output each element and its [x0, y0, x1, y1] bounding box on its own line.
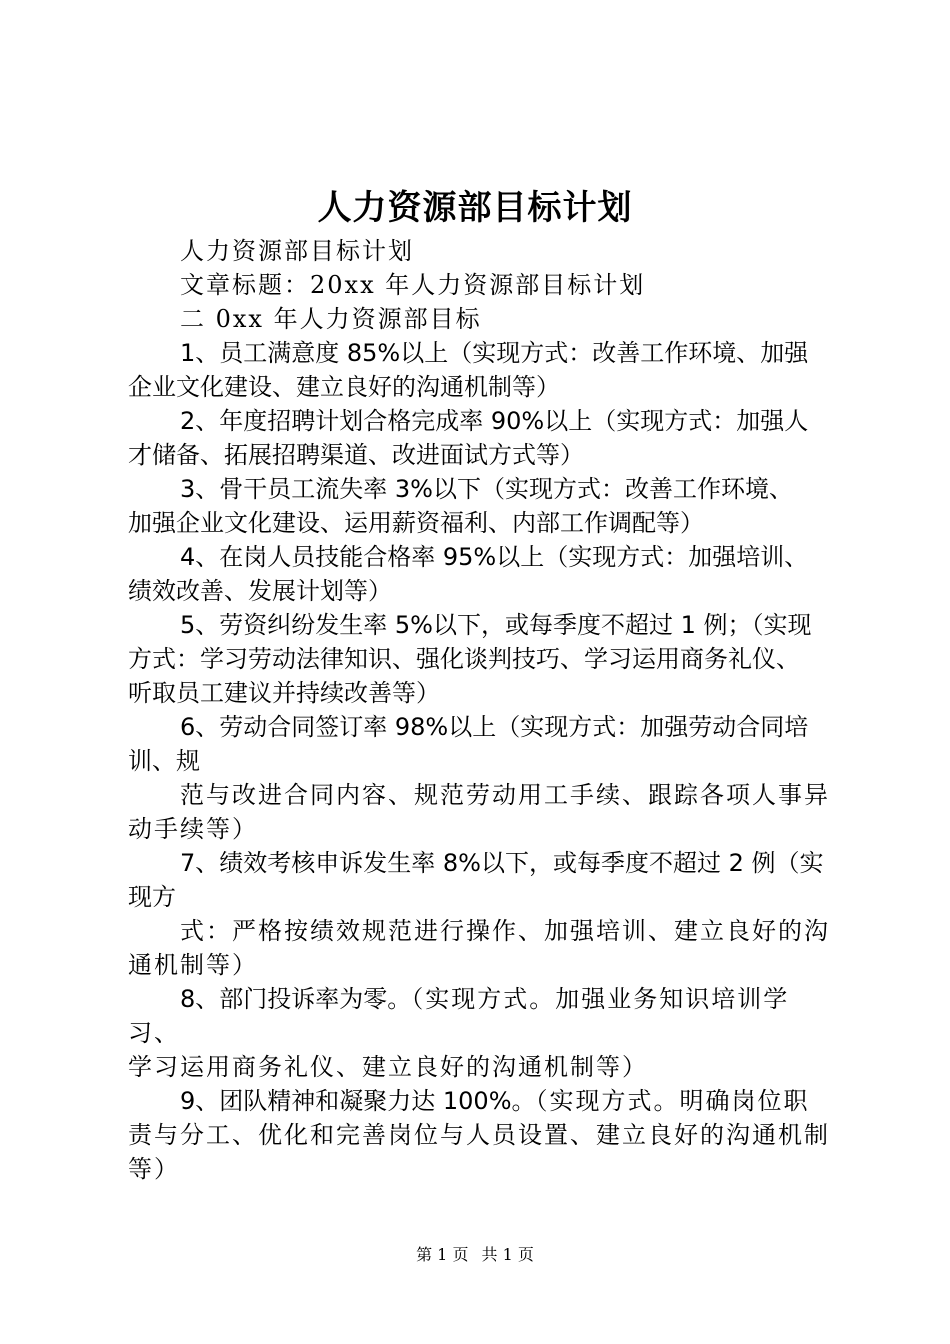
goal-item-3-line: 3、骨干员工流失率 3%以下（实现方式：改善工作环境、	[180, 475, 793, 503]
intro-line: 人力资源部目标计划	[180, 237, 414, 265]
goal-item-5-line: 听取员工建议并持续改善等）	[128, 679, 440, 707]
goal-item-5-line: 5、劳资纠纷发生率 5%以下，或每季度不超过 1 例；（实现	[180, 611, 812, 639]
goal-item-3-line: 加强企业文化建设、运用薪资福利、内部工作调配等）	[128, 509, 704, 537]
intro-line: 文章标题：20xx 年人力资源部目标计划	[180, 271, 646, 299]
page-number: 第 1 页	[416, 1245, 469, 1264]
goal-item-4-line: 4、在岗人员技能合格率 95%以上（实现方式：加强培训、	[180, 543, 809, 571]
goal-item-7-line: 式：严格按绩效规范进行操作、加强培训、建立良好的沟	[180, 917, 830, 945]
goal-item-7-line: 7、绩效考核申诉发生率 8%以下，或每季度不超过 2 例（实	[180, 849, 824, 877]
document-body	[128, 234, 834, 1186]
goal-item-9-line: 等）	[128, 1155, 180, 1183]
goal-item-9-line: 责与分工、优化和完善岗位与人员设置、建立良好的沟通机制	[128, 1121, 830, 1149]
goal-item-2-line: 2、年度招聘计划合格完成率 90%以上（实现方式：加强人	[180, 407, 809, 435]
goal-item-8-heading: 8、部门投诉率为零。	[180, 985, 412, 1013]
page-total: 共 1 页	[481, 1245, 534, 1264]
goal-item-7-line: 通机制等）	[128, 951, 258, 979]
goal-item-8-line: 学习运用商务礼仪、建立良好的沟通机制等）	[128, 1053, 648, 1081]
goal-item-8-line	[128, 982, 834, 1050]
goal-item-1-line: 1、员工满意度 85%以上（实现方式：改善工作环境、加强	[180, 339, 809, 367]
goal-item-6-line: 训、规	[128, 747, 200, 775]
goal-item-9-heading: 9、团队精神和凝聚力达 100%。	[180, 1087, 536, 1115]
goal-item-7-line: 现方	[128, 883, 176, 911]
goal-item-4-line: 绩效改善、发展计划等）	[128, 577, 392, 605]
goal-item-8-method: （实现方式。加强业务知识培训学习、	[128, 985, 790, 1047]
goal-item-6-line: 范与改进合同内容、规范劳动用工手续、跟踪各项人事异	[180, 781, 830, 809]
goal-item-9-line	[128, 1084, 834, 1118]
intro-line: 二 0xx 年人力资源部目标	[180, 305, 482, 333]
document-title: 人力资源部目标计划	[317, 188, 633, 228]
goal-item-5-line: 方式：学习劳动法律知识、强化谈判技巧、学习运用商务礼仪、	[128, 645, 800, 673]
goal-item-6-line: 动手续等）	[128, 815, 258, 843]
goal-item-1-line: 企业文化建设、建立良好的沟通机制等）	[128, 373, 560, 401]
page-footer	[0, 1243, 950, 1267]
goal-item-6-line: 6、劳动合同签订率 98%以上（实现方式：加强劳动合同培	[180, 713, 809, 741]
goal-item-2-line: 才储备、拓展招聘渠道、改进面试方式等）	[128, 441, 584, 469]
goal-item-9-method: （实现方式。明确岗位职	[535, 1087, 810, 1115]
